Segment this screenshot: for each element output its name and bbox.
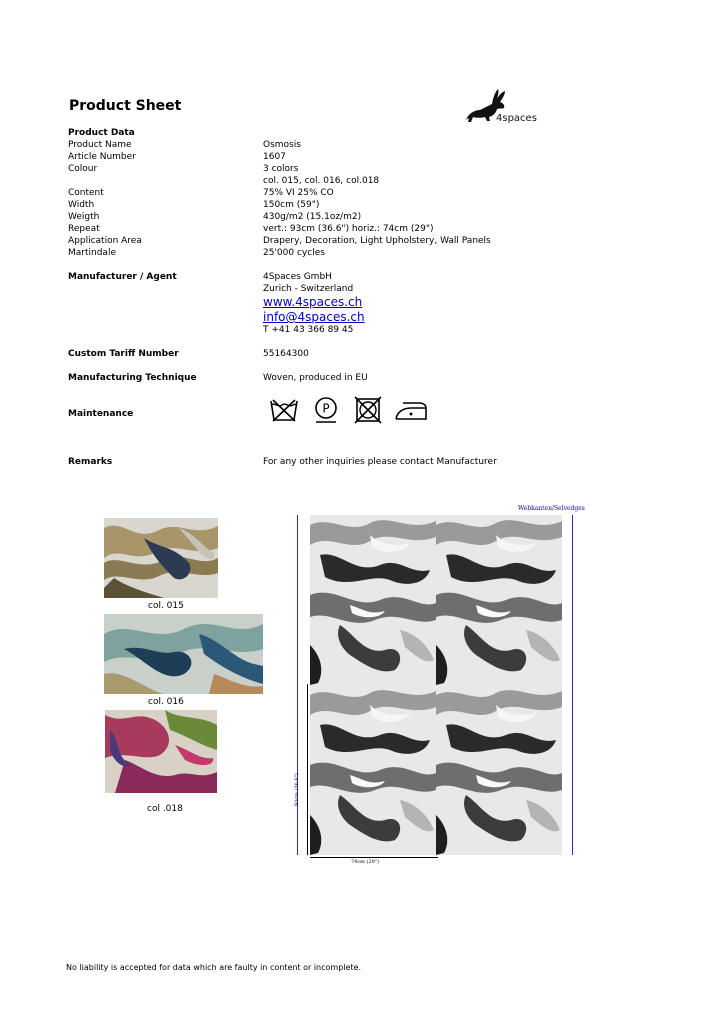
content-label: Content <box>68 188 104 198</box>
application-area-value: Drapery, Decoration, Light Upholstery, Wall Panels <box>263 236 491 246</box>
technique-label: Manufacturing Technique <box>68 373 197 383</box>
brand-name: 4spaces <box>496 113 537 124</box>
colour-list-value: col. 015, col. 016, col.018 <box>263 176 380 186</box>
martindale-value: 25'000 cycles <box>263 248 325 258</box>
dry-clean-letter: P <box>322 401 330 416</box>
swatch-caption-016: col. 016 <box>148 697 184 707</box>
article-number-value: 1607 <box>263 152 286 162</box>
vertical-repeat-label: 93cm (36.6") <box>294 773 300 806</box>
iron-low-icon <box>393 396 429 424</box>
swatch-col-015 <box>104 518 218 598</box>
manufacturer-phone: T +41 43 366 89 45 <box>263 325 354 335</box>
swatch-caption-015: col. 015 <box>148 601 184 611</box>
article-number-label: Article Number <box>68 152 136 162</box>
colour-value: 3 colors <box>263 164 299 174</box>
right-selvedge-line <box>572 515 573 855</box>
horizontal-repeat-label: 74cm (29") <box>351 859 380 865</box>
email-link[interactable]: info@4spaces.ch <box>263 310 365 324</box>
weight-label: Weigth <box>68 212 100 222</box>
repeat-label: Repeat <box>68 224 100 234</box>
tariff-value: 55164300 <box>263 349 309 359</box>
page-title: Product Sheet <box>69 98 182 114</box>
product-data-heading: Product Data <box>68 128 135 138</box>
technique-value: Woven, produced in EU <box>263 373 368 383</box>
manufacturer-label: Manufacturer / Agent <box>68 272 177 282</box>
swatch-col-018 <box>105 710 217 793</box>
remarks-label: Remarks <box>68 457 113 467</box>
width-label: Width <box>68 200 95 210</box>
application-area-label: Application Area <box>68 236 142 246</box>
manufacturer-city: Zurich - Switzerland <box>263 284 354 294</box>
selvedge-label: Webkanten/Selvedges <box>518 505 585 512</box>
content-value: 75% VI 25% CO <box>263 188 334 198</box>
martindale-label: Martindale <box>68 248 116 258</box>
footer-disclaimer: No liability is accepted for data which are faulty in content or incomplete. <box>66 963 362 972</box>
website-link[interactable]: www.4spaces.ch <box>263 295 363 309</box>
tariff-label: Custom Tariff Number <box>68 349 179 359</box>
swatch-caption-018: col .018 <box>147 804 183 814</box>
product-name-value: Osmosis <box>263 140 301 150</box>
do-not-tumble-dry-icon <box>354 396 382 424</box>
repeat-value: vert.: 93cm (36.6") horiz.: 74cm (29") <box>263 224 434 234</box>
swatch-col-016 <box>104 614 263 694</box>
remarks-value: For any other inquiries please contact Manufacturer <box>263 457 497 467</box>
product-name-label: Product Name <box>68 140 132 150</box>
width-value: 150cm (59") <box>263 200 320 210</box>
colour-label: Colour <box>68 164 98 174</box>
maintenance-label: Maintenance <box>68 409 134 419</box>
do-not-wash-icon <box>268 396 300 424</box>
vertical-repeat-line <box>307 684 308 855</box>
manufacturer-name: 4Spaces GmbH <box>263 272 332 282</box>
dry-clean-p-icon <box>312 396 340 424</box>
repeat-pattern-image <box>310 515 562 855</box>
weight-value: 430g/m2 (15.1oz/m2) <box>263 212 362 222</box>
horizontal-repeat-line <box>310 857 438 858</box>
